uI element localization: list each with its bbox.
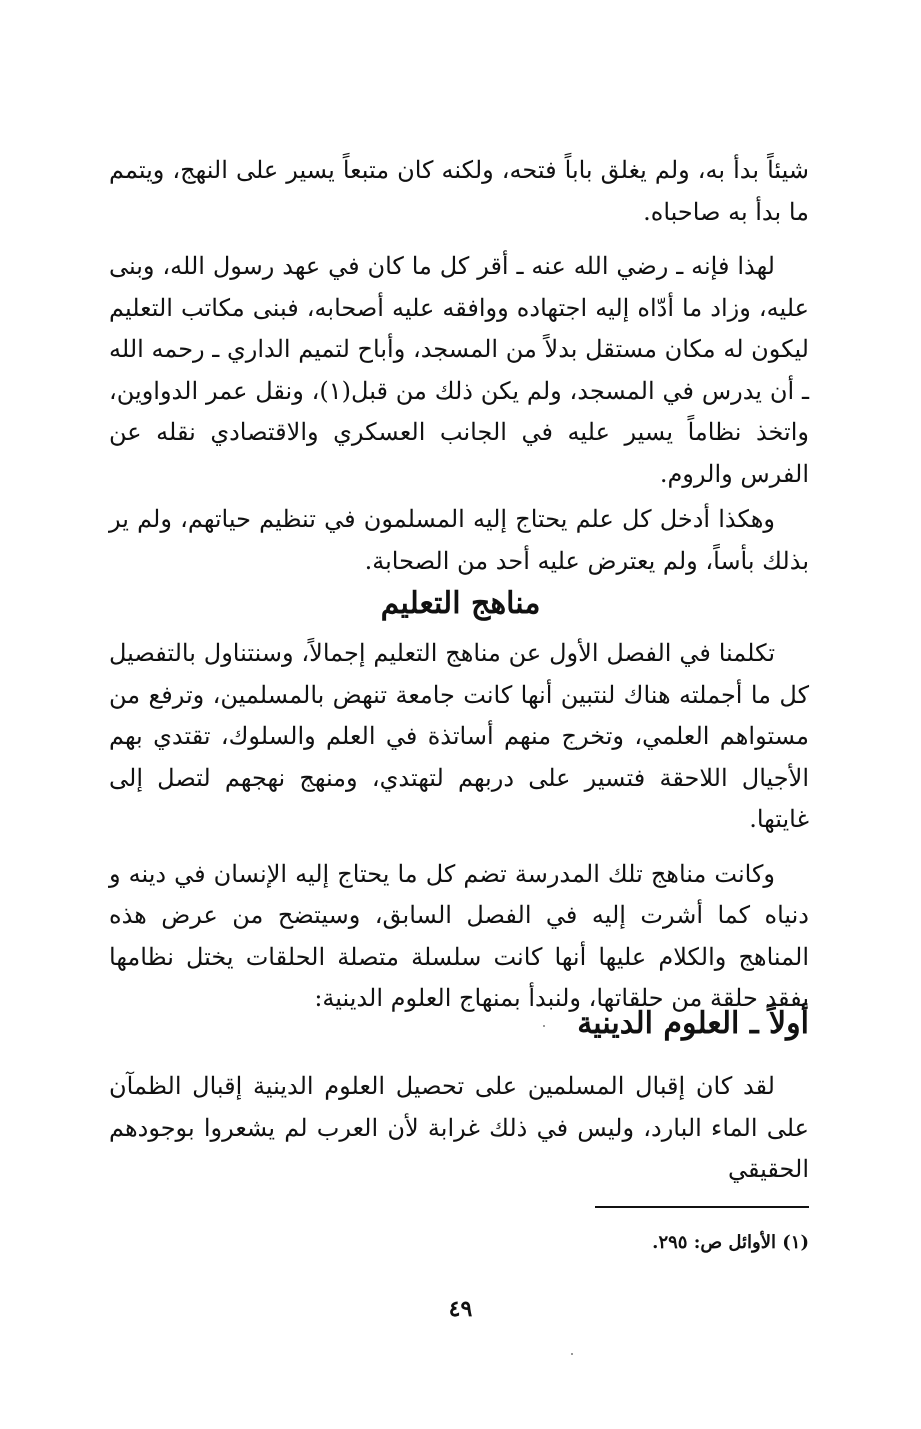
curricula-text-block — [109, 633, 809, 1020]
section-heading-religious-sciences: أولاً ـ العلوم الدينية — [577, 1006, 809, 1041]
footnote: (١) الأوائل ص: ٢٩٥. — [652, 1232, 809, 1253]
religious-sciences-text-block — [109, 1066, 809, 1191]
paragraph-sciences-introduced: وهكذا أدخل كل علم يحتاج إليه المسلمون في تنظيم حياتهم، ولم ير بذلك بأساً، ولم يعترض عليه أحد من الصحابة. — [109, 505, 809, 575]
paper-speck — [543, 1025, 545, 1027]
footnote-separator — [595, 1206, 809, 1208]
paragraph-omar-additions: لهذا فإنه ـ رضي الله عنه ـ أقر كل ما كان في عهد رسول الله، وبنى عليه، وزاد ما أدّاه إليه اجتهاده ووافقه عليه أصحابه، فبنى مكاتب التعليم ليكون له مكان مستقل بدلاً من المسجد، وأباح لتميم الداري ـ رحمه الله ـ أن يدرس في المسجد، ولم يكن ذلك من قبل(١)، ونقل عمر الدواوين، واتخذ نظاماً يسير عليه في الجانب العسكري والاقتصادي نقله عن الفرس والروم. — [109, 252, 810, 488]
paragraph-continuation: شيئاً بدأ به، ولم يغلق باباً فتحه، ولكنه كان متبعاً يسير على النهج، ويتمم ما بدأ به صاحباه. — [109, 156, 809, 226]
section-heading-curricula: مناهج التعليم — [380, 586, 541, 621]
paragraph-curricula-overview: تكلمنا في الفصل الأول عن مناهج التعليم إجمالاً، وسنتناول بالتفصيل كل ما أجملته هناك لنتبين أنها كانت جامعة تنهض بالمسلمين، وترفع من مستواهم العلمي، وتخرج منهم أساتذة في العلم والسلوك، تقتدي بهم الأجيال اللاحقة فتسير على دربهم لتهتدي، ومنهج نهجهم لتصل إلى غايتها. — [109, 639, 809, 833]
paragraph-curricula-chain: وكانت مناهج تلك المدرسة تضم كل ما يحتاج إليه الإنسان في دينه و دنياه كما أشرت إليه في الفصل السابق، وسيتضح من عرض هذه المناهج والكلام عليها أنها كانت سلسلة متصلة الحلقات يختل نظامها بفقد حلقة من حلقاتها، ولنبدأ بمنهاج العلوم الدينية: — [109, 859, 809, 1012]
page-number: ٤٩ — [448, 1296, 473, 1322]
paper-speck — [571, 1353, 573, 1355]
opening-text-block — [109, 150, 809, 582]
paragraph-religious-sciences: لقد كان إقبال المسلمين على تحصيل العلوم الدينية إقبال الظمآن على الماء البارد، وليس في ذلك غرابة لأن العرب لم يشعروا بوجودهم الحقيقي — [109, 1072, 809, 1183]
